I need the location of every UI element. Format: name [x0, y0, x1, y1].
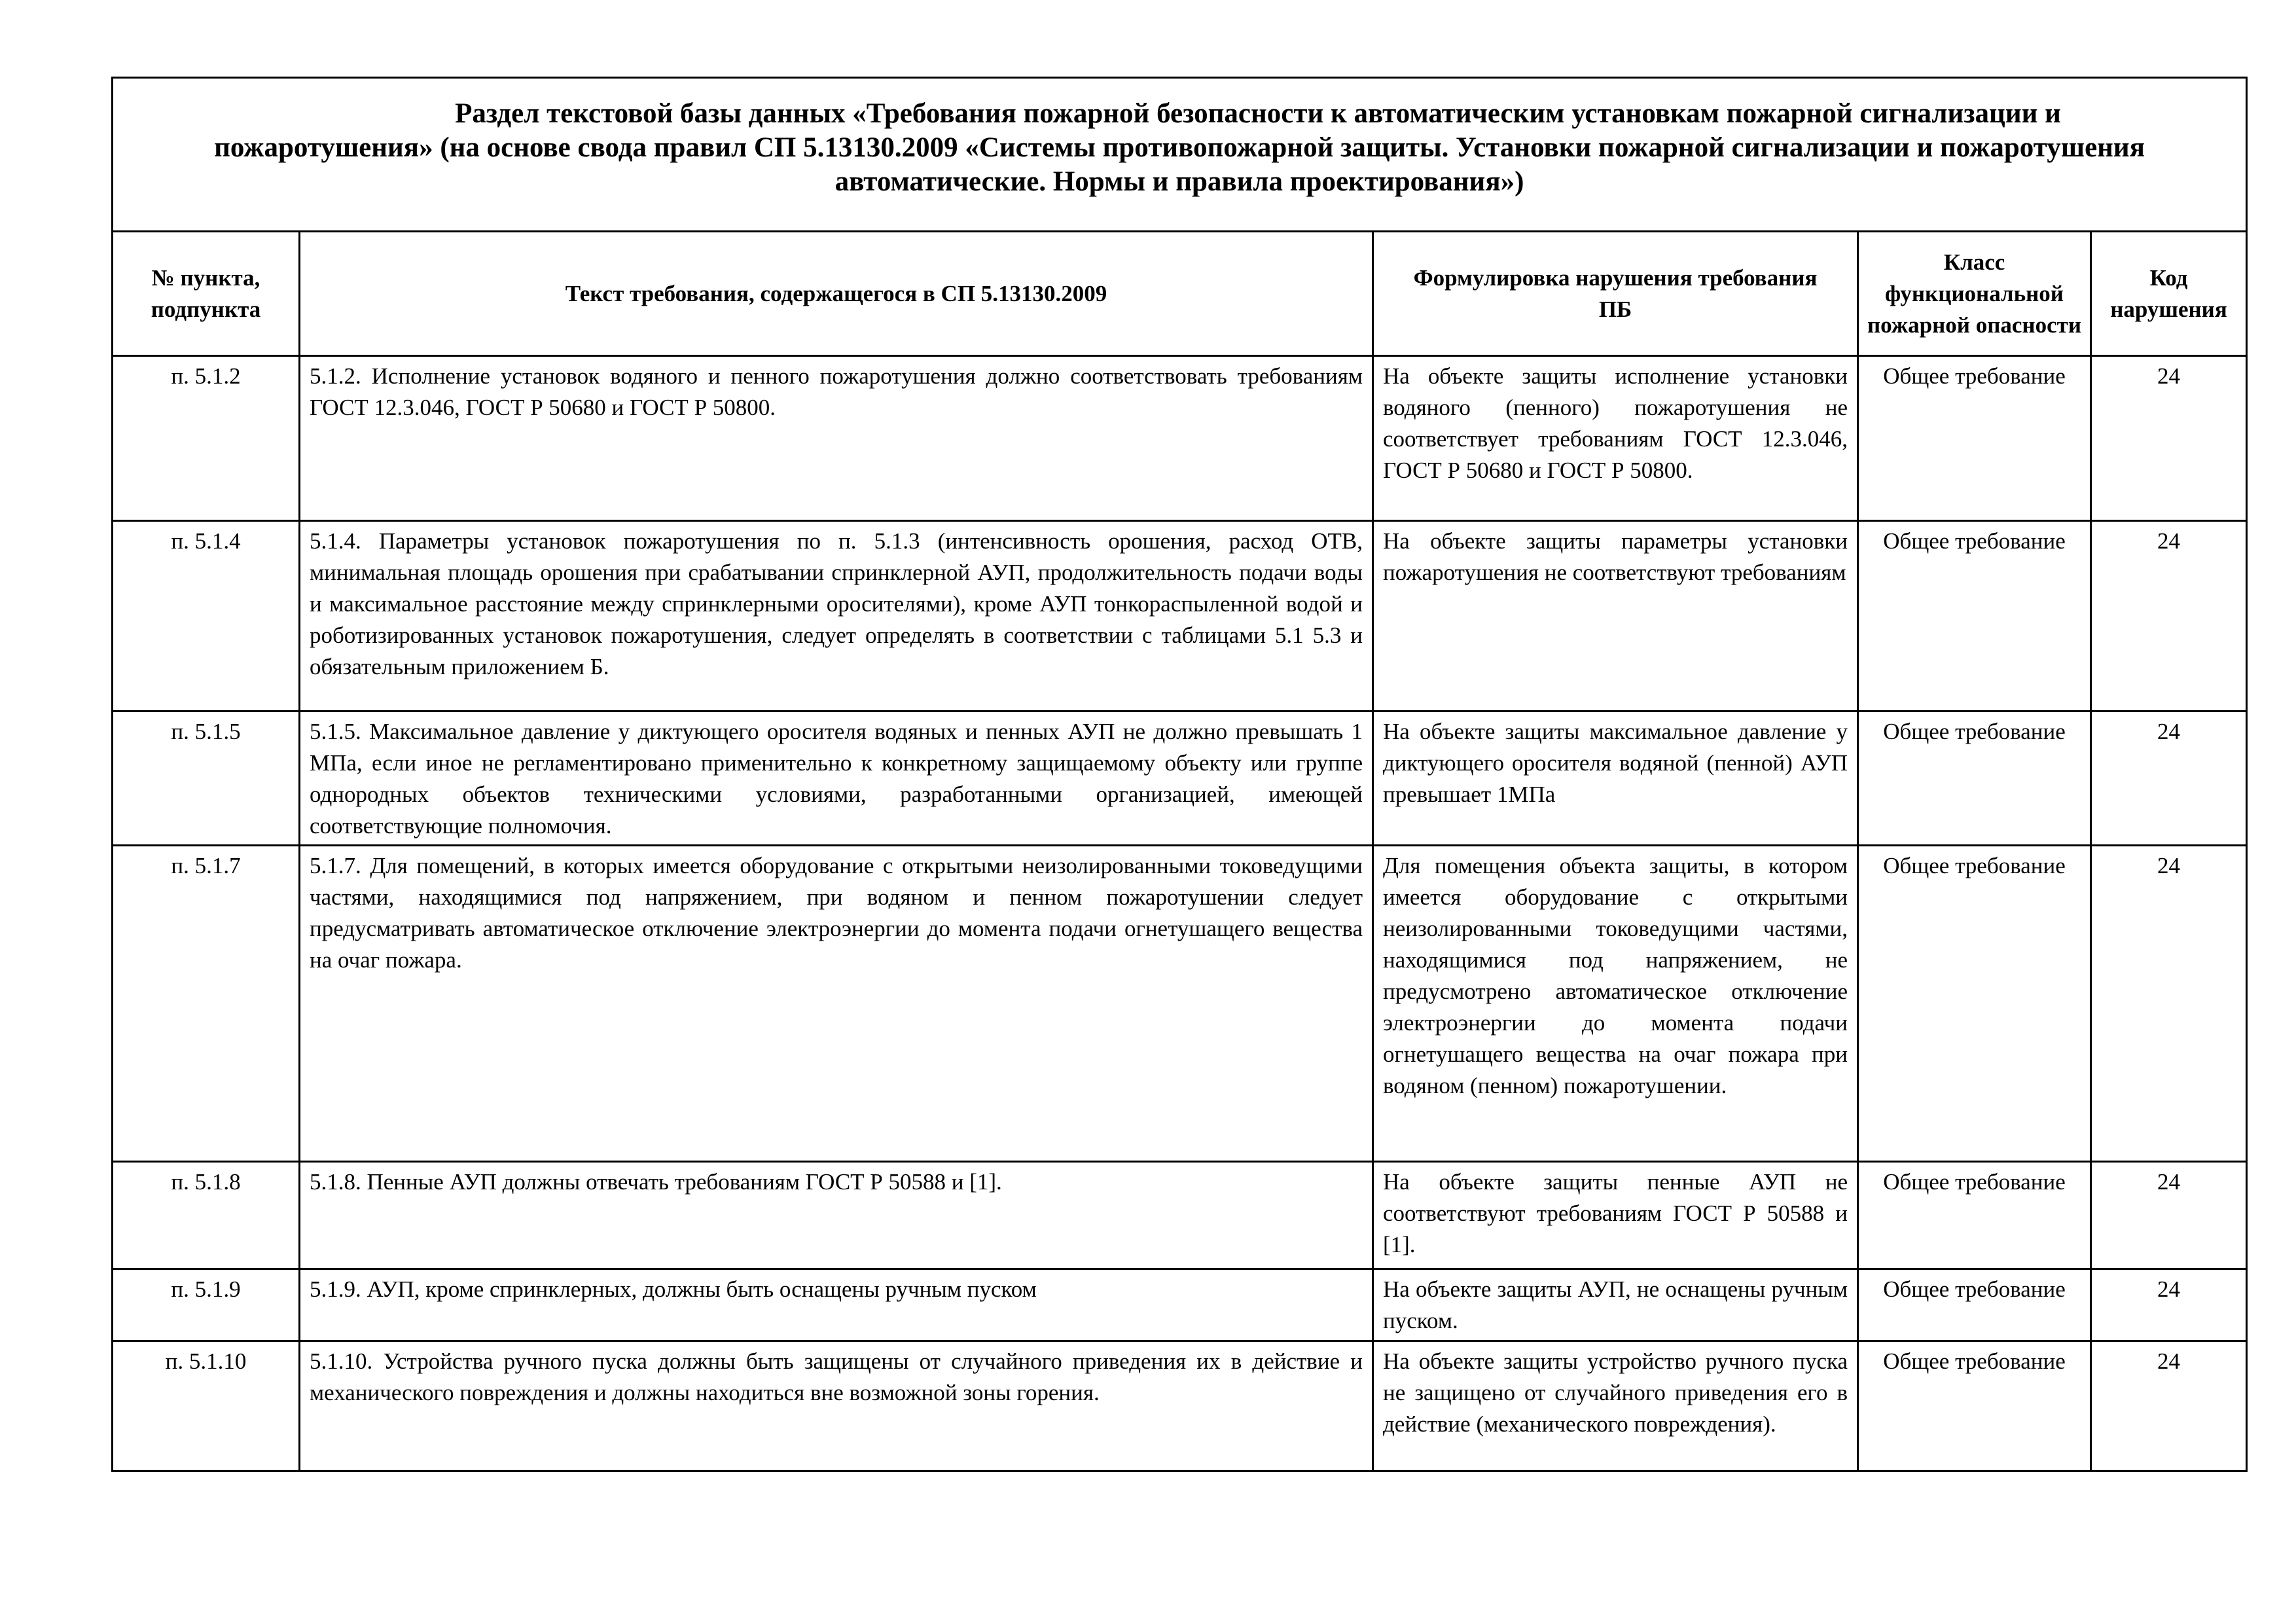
cell-text: 5.1.10. Устройства ручного пуска должны быть защищены от случайного приведения их в действие и механического повреждения и должны находиться вне возможной зоны горения. [300, 1341, 1373, 1471]
cell-text: 5.1.8. Пенные АУП должны отвечать требованиям ГОСТ Р 50588 и [1]. [300, 1162, 1373, 1269]
cell-num: п. 5.1.10 [113, 1341, 300, 1471]
cell-violation: Для помещения объекта защиты, в котором имеется оборудование с открытыми неизолированными токоведущими частями, находящимися под напряжением, не предусмотрено автоматическое отключение электроэнергии до момента подачи огнетушащего вещества на очаг пожара при водяном (пенном) пожаротушении. [1373, 846, 1858, 1162]
cell-class: Общее требование [1858, 521, 2091, 712]
cell-text: 5.1.7. Для помещений, в которых имеется оборудование с открытыми неизолированными токоведущими частями, находящимися под напряжением, при водяном и пенном пожаротушении следует предусматривать автоматическое отключение электроэнергии до момента подачи огнетушащего вещества на очаг пожара. [300, 846, 1373, 1162]
cell-violation: На объекте защиты исполнение установки водяного (пенного) пожаротушения не соответствует требованиям ГОСТ 12.3.046, ГОСТ Р 50680 и ГОСТ Р 50800. [1373, 356, 1858, 521]
cell-violation: На объекте защиты АУП, не оснащены ручным пуском. [1373, 1269, 1858, 1341]
cell-class: Общее требование [1858, 1162, 2091, 1269]
cell-num: п. 5.1.5 [113, 712, 300, 846]
cell-num: п. 5.1.9 [113, 1269, 300, 1341]
cell-code: 24 [2091, 356, 2247, 521]
header-class: Класс функциональной пожарной опасности [1858, 232, 2091, 356]
title-row [113, 78, 2247, 232]
cell-violation: На объекте защиты пенные АУП не соответствуют требованиям ГОСТ Р 50588 и [1]. [1373, 1162, 1858, 1269]
cell-violation: На объекте защиты параметры установки пожаротушения не соответствуют требованиям [1373, 521, 1858, 712]
table-row [113, 1269, 2247, 1341]
header-violation: Формулировка нарушения требования ПБ [1373, 232, 1858, 356]
table-title [113, 78, 2247, 232]
table-row [113, 521, 2247, 712]
cell-code: 24 [2091, 712, 2247, 846]
cell-num: п. 5.1.2 [113, 356, 300, 521]
cell-class: Общее требование [1858, 712, 2091, 846]
cell-violation: На объекте защиты максимальное давление у диктующего оросителя водяной (пенной) АУП превышает 1МПа [1373, 712, 1858, 846]
cell-text: 5.1.2. Исполнение установок водяного и пенного пожаротушения должно соответствовать требованиям ГОСТ 12.3.046, ГОСТ Р 50680 и ГОСТ Р 50800. [300, 356, 1373, 521]
cell-text: 5.1.4. Параметры установок пожаротушения по п. 5.1.3 (интенсивность орошения, расход ОТВ, минимальная площадь орошения при срабатывании спринклерной АУП, продолжительность подачи воды и максимальное расстояние между спринклерными оросителями), кроме АУП тонкораспыленной водой и роботизированных установок пожаротушения, следует определять в соответствии с таблицами 5.1 5.3 и обязательным приложением Б. [300, 521, 1373, 712]
table-row [113, 1341, 2247, 1471]
cell-code: 24 [2091, 846, 2247, 1162]
cell-text: 5.1.5. Максимальное давление у диктующего оросителя водяных и пенных АУП не должно превышать 1 МПа, если иное не регламентировано применительно к конкретному защищаемому объекту или группе однородных объектов техническими условиями, разработанными организацией, имеющей соответствующие полномочия. [300, 712, 1373, 846]
table-row [113, 356, 2247, 521]
table-row [113, 712, 2247, 846]
cell-num: п. 5.1.4 [113, 521, 300, 712]
cell-code: 24 [2091, 1269, 2247, 1341]
header-text: Текст требования, содержащегося в СП 5.13130.2009 [300, 232, 1373, 356]
table-row [113, 1162, 2247, 1269]
cell-violation: На объекте защиты устройство ручного пуска не защищено от случайного приведения его в действие (механического повреждения). [1373, 1341, 1858, 1471]
cell-code: 24 [2091, 1341, 2247, 1471]
cell-num: п. 5.1.8 [113, 1162, 300, 1269]
cell-num: п. 5.1.7 [113, 846, 300, 1162]
header-code: Код нарушения [2091, 232, 2247, 356]
title-line-1: Раздел текстовой базы данных «Требования пожарной безопасности к автоматическим установкам пожарной сигнализации и [455, 98, 2061, 129]
table-row [113, 846, 2247, 1162]
cell-class: Общее требование [1858, 846, 2091, 1162]
cell-class: Общее требование [1858, 356, 2091, 521]
cell-class: Общее требование [1858, 1341, 2091, 1471]
cell-text: 5.1.9. АУП, кроме спринклерных, должны быть оснащены ручным пуском [300, 1269, 1373, 1341]
requirements-table [111, 77, 2248, 1472]
header-row [113, 232, 2247, 356]
title-line-2: пожаротушения» (на основе свода правил СП 5.13130.2009 «Системы противопожарной защиты. Установки пожарной сигнализации и пожаротушения автоматические. Нормы и правила проектирования») [214, 132, 2145, 197]
header-num: № пункта, подпункта [113, 232, 300, 356]
cell-class: Общее требование [1858, 1269, 2091, 1341]
cell-code: 24 [2091, 521, 2247, 712]
cell-code: 24 [2091, 1162, 2247, 1269]
